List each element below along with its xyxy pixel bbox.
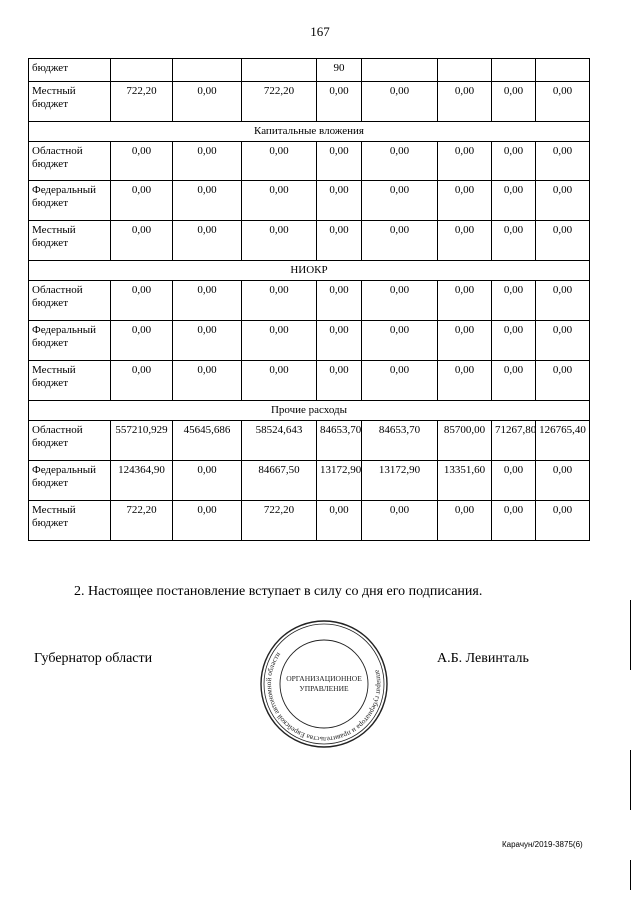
value-cell (438, 59, 492, 82)
value-cell: 13172,90 (362, 461, 438, 501)
table-row (29, 142, 590, 181)
value-cell: 0,00 (362, 82, 438, 122)
value-cell: 0,00 (438, 82, 492, 122)
table-row (29, 221, 590, 261)
value-cell: 124364,90 (111, 461, 173, 501)
value-cell: 0,00 (492, 461, 536, 501)
value-cell: 0,00 (317, 181, 362, 221)
value-cell: 0,00 (317, 82, 362, 122)
value-cell: 0,00 (492, 142, 536, 181)
value-cell: 0,00 (317, 321, 362, 361)
value-cell: 0,00 (242, 321, 317, 361)
value-cell: 0,00 (492, 321, 536, 361)
table-row (29, 59, 590, 82)
budget-source-cell: Областной бюджет (29, 421, 111, 461)
value-cell: 0,00 (536, 321, 590, 361)
budget-source-cell: Местный бюджет (29, 221, 111, 261)
table-row (29, 321, 590, 361)
value-cell: 0,00 (111, 321, 173, 361)
value-cell: 0,00 (536, 501, 590, 541)
value-cell: 0,00 (173, 221, 242, 261)
value-cell: 0,00 (317, 281, 362, 321)
value-cell (242, 59, 317, 82)
budget-source-cell: Федеральный бюджет (29, 461, 111, 501)
value-cell: 0,00 (362, 181, 438, 221)
value-cell: 13172,90 (317, 461, 362, 501)
margin-mark (630, 600, 631, 670)
value-cell: 0,00 (317, 361, 362, 401)
value-cell: 0,00 (362, 361, 438, 401)
margin-mark (630, 750, 631, 810)
table-row (29, 361, 590, 401)
value-cell: 0,00 (492, 361, 536, 401)
signatory-position: Губернатор области (34, 651, 153, 666)
value-cell: 0,00 (438, 221, 492, 261)
table-row (29, 501, 590, 541)
value-cell: 0,00 (173, 142, 242, 181)
table-row (29, 181, 590, 221)
value-cell: 0,00 (536, 82, 590, 122)
value-cell: 0,00 (492, 501, 536, 541)
value-cell: 0,00 (362, 281, 438, 321)
section-title: Прочие расходы (29, 401, 590, 421)
value-cell: 0,00 (242, 142, 317, 181)
budget-table-body (29, 59, 590, 541)
value-cell: 0,00 (438, 181, 492, 221)
value-cell: 0,00 (111, 281, 173, 321)
value-cell (362, 59, 438, 82)
section-row (29, 401, 590, 421)
value-cell: 0,00 (362, 221, 438, 261)
budget-source-cell: Местный бюджет (29, 82, 111, 122)
budget-table (28, 58, 590, 541)
budget-source-cell: Местный бюджет (29, 361, 111, 401)
stamp-outer-text: аппарат губернатора и правительства Еврейской автономной области (264, 650, 384, 744)
value-cell (173, 59, 242, 82)
value-cell: 13351,60 (438, 461, 492, 501)
effective-clause: 2. Настоящее постановление вступает в силу со дня его подписания. (74, 584, 483, 599)
margin-mark (630, 860, 631, 890)
value-cell: 0,00 (242, 221, 317, 261)
value-cell: 0,00 (362, 142, 438, 181)
value-cell: 557210,929 (111, 421, 173, 461)
stamp-center-line-1: ОРГАНИЗАЦИОННОЕ (286, 674, 362, 683)
value-cell: 0,00 (438, 501, 492, 541)
value-cell: 0,00 (492, 82, 536, 122)
table-row (29, 461, 590, 501)
page-number: 167 (310, 24, 330, 39)
budget-source-cell: Областной бюджет (29, 142, 111, 181)
table-row (29, 281, 590, 321)
value-cell: 84667,50 (242, 461, 317, 501)
budget-source-cell: Местный бюджет (29, 501, 111, 541)
official-stamp (258, 618, 390, 750)
value-cell: 0,00 (173, 181, 242, 221)
value-cell: 0,00 (362, 501, 438, 541)
value-cell: 0,00 (242, 361, 317, 401)
value-cell: 0,00 (173, 82, 242, 122)
value-cell: 0,00 (536, 361, 590, 401)
document-code: Карачун/2019-3875(6) (502, 840, 583, 849)
budget-source-cell: Федеральный бюджет (29, 181, 111, 221)
value-cell: 45645,686 (173, 421, 242, 461)
value-cell: 722,20 (111, 501, 173, 541)
value-cell: 0,00 (111, 142, 173, 181)
value-cell: 0,00 (492, 281, 536, 321)
value-cell: 0,00 (173, 321, 242, 361)
value-cell: 0,00 (242, 181, 317, 221)
value-cell (111, 59, 173, 82)
value-cell: 722,20 (242, 501, 317, 541)
budget-source-cell: Федеральный бюджет (29, 321, 111, 361)
section-title: Капитальные вложения (29, 122, 590, 142)
value-cell: 0,00 (362, 321, 438, 361)
budget-source-cell: Областной бюджет (29, 281, 111, 321)
value-cell: 0,00 (317, 501, 362, 541)
value-cell: 0,00 (317, 142, 362, 181)
value-cell: 0,00 (536, 181, 590, 221)
value-cell: 58524,643 (242, 421, 317, 461)
value-cell: 0,00 (536, 221, 590, 261)
value-cell: 722,20 (242, 82, 317, 122)
section-row (29, 261, 590, 281)
value-cell: 0,00 (438, 281, 492, 321)
stamp-center-line-2: УПРАВЛЕНИЕ (299, 684, 349, 693)
value-cell: 126765,40 (536, 421, 590, 461)
value-cell: 0,00 (492, 221, 536, 261)
value-cell: 84653,70 (362, 421, 438, 461)
value-cell: 722,20 (111, 82, 173, 122)
value-cell: 0,00 (111, 181, 173, 221)
section-row (29, 122, 590, 142)
value-cell: 90 (317, 59, 362, 82)
value-cell: 0,00 (173, 501, 242, 541)
value-cell: 0,00 (438, 142, 492, 181)
table-row (29, 82, 590, 122)
value-cell: 85700,00 (438, 421, 492, 461)
value-cell (536, 59, 590, 82)
value-cell: 0,00 (438, 361, 492, 401)
value-cell: 84653,70 (317, 421, 362, 461)
section-title: НИОКР (29, 261, 590, 281)
value-cell: 0,00 (492, 181, 536, 221)
value-cell: 0,00 (536, 142, 590, 181)
value-cell: 0,00 (111, 361, 173, 401)
table-row (29, 421, 590, 461)
value-cell: 0,00 (111, 221, 173, 261)
value-cell: 0,00 (438, 321, 492, 361)
budget-source-cell: бюджет (29, 59, 111, 82)
value-cell: 71267,80 (492, 421, 536, 461)
value-cell: 0,00 (317, 221, 362, 261)
value-cell: 0,00 (173, 361, 242, 401)
signatory-name: А.Б. Левинталь (437, 651, 529, 666)
value-cell: 0,00 (536, 461, 590, 501)
value-cell: 0,00 (242, 281, 317, 321)
value-cell: 0,00 (536, 281, 590, 321)
value-cell: 0,00 (173, 281, 242, 321)
value-cell (492, 59, 536, 82)
value-cell: 0,00 (173, 461, 242, 501)
